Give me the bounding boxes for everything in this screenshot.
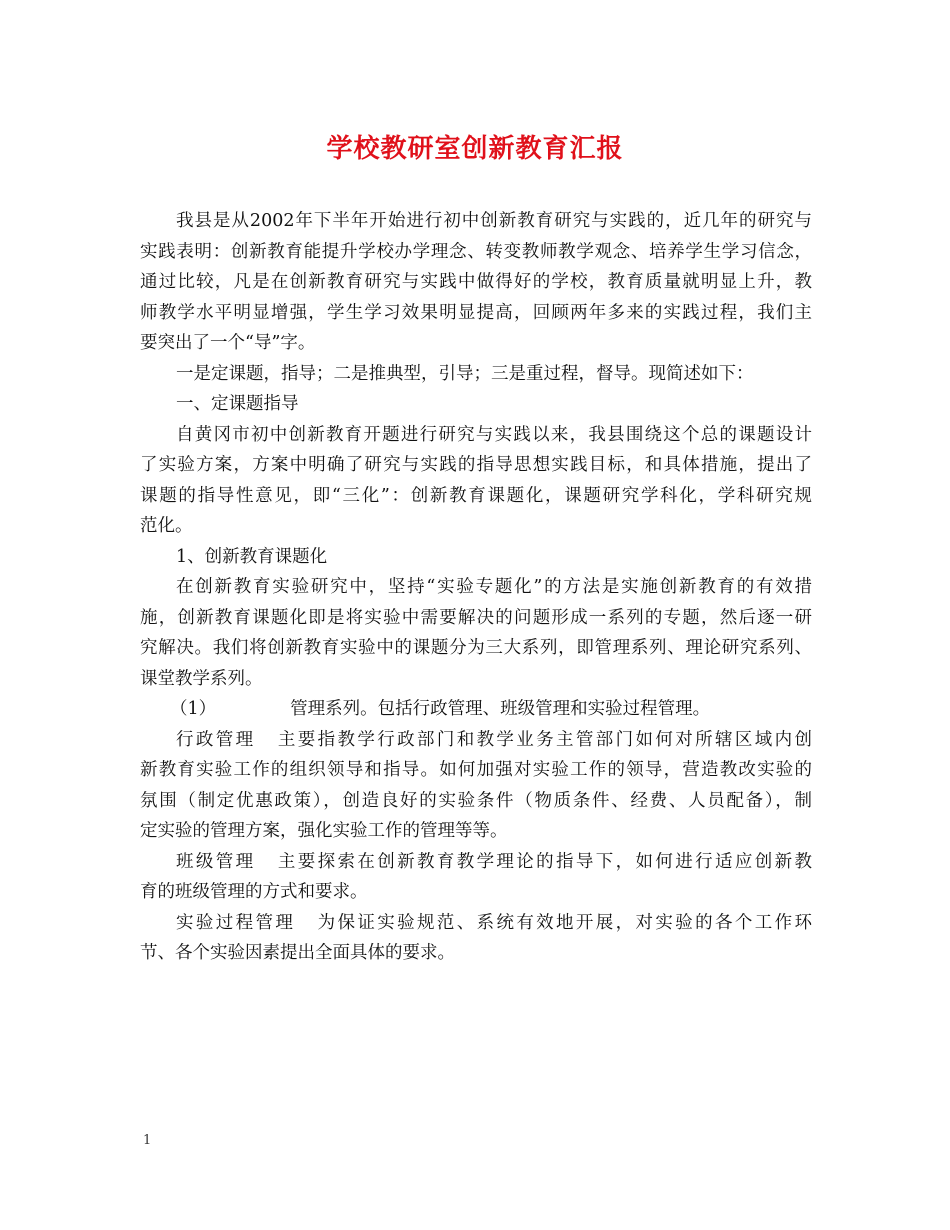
list-item-label: （1） xyxy=(170,699,217,719)
class-label: 班级管理 xyxy=(176,851,256,872)
admin-label: 行政管理 xyxy=(176,729,256,750)
admin-paragraph-first xyxy=(140,725,812,756)
paragraph-line: 节、各个实验因素提出全面具体的要求。 xyxy=(140,943,455,963)
paragraph-line: 我县是从2002年下半年开始进行初中创新教育研究与实践的，近几年的研究与 xyxy=(176,211,812,231)
paragraph-line: 新教育实验工作的组织领导和指导。如何加强对实验工作的领导，营造教改实验的 xyxy=(140,760,812,780)
paragraph-line: 在创新教育实验研究中，坚持“实验专题化”的方法是实施创新教育的有效措 xyxy=(176,577,812,597)
class-text: 主要探索在创新教育教学理论的指导下，如何进行适应创新教 xyxy=(275,851,812,872)
document-body xyxy=(140,206,812,969)
paragraph-line: 究解决。我们将创新教育实验中的课题分为三大系列，即管理系列、理论研究系列、 xyxy=(140,638,812,658)
paragraph-line: 实践表明：创新教育能提升学校办学理念、转变教师教学观念、培养学生学习信念， xyxy=(140,241,812,262)
paragraph-line: 定实验的管理方案，强化实验工作的管理等等。 xyxy=(140,821,508,841)
paragraph-line: 要突出了一个“导”字。 xyxy=(140,333,316,353)
paragraph-line: 自黄冈市初中创新教育开题进行研究与实践以来，我县围绕这个总的课题设计 xyxy=(176,424,812,445)
page-number: 1 xyxy=(143,1133,152,1148)
list-item-text: 管理系列。包括行政管理、班级管理和实验过程管理。 xyxy=(290,699,711,719)
admin-text: 主要指教学行政部门和教学业务主管部门如何对所辖区域内创 xyxy=(275,729,812,750)
paragraph-line: 一是定课题，指导；二是推典型，引导；三是重过程，督导。现简述如下： xyxy=(176,363,754,384)
process-label: 实验过程管理 xyxy=(176,912,296,933)
paragraph-line: 氛围（制定优惠政策），创造良好的实验条件（物质条件、经费、人员配备），制 xyxy=(140,790,812,811)
document-title: 学校教研室创新教育汇报 xyxy=(326,134,624,164)
paragraph-line: 育的班级管理的方式和要求。 xyxy=(140,882,368,902)
paragraph-line: 施，创新教育课题化即是将实验中需要解决的问题形成一系列的专题，然后逐一研 xyxy=(140,607,812,628)
paragraph-line: 范化。 xyxy=(140,516,193,536)
process-paragraph-first xyxy=(140,908,812,939)
process-text: 为保证实验规范、系统有效地开展，对实验的各个工作环 xyxy=(315,912,813,933)
paragraph-line: 师教学水平明显增强，学生学习效果明显提高，回顾两年多来的实践过程，我们主 xyxy=(140,302,812,323)
subsection-heading: 1、创新教育课题化 xyxy=(176,546,328,567)
class-paragraph-first xyxy=(140,847,812,878)
paragraph-line: 了实验方案，方案中明确了研究与实践的指导思想实践目标，和具体措施，提出了 xyxy=(140,455,812,475)
paragraph-line: 课题的指导性意见，即“三化”：创新教育课题化，课题研究学科化，学科研究规 xyxy=(140,485,812,506)
list-item xyxy=(140,694,812,725)
paragraph-line: 通过比较，凡是在创新教育研究与实践中做得好的学校，教育质量就明显上升，教 xyxy=(140,272,812,292)
section-heading: 一、定课题指导 xyxy=(176,394,299,414)
paragraph-line: 课堂教学系列。 xyxy=(140,668,263,689)
